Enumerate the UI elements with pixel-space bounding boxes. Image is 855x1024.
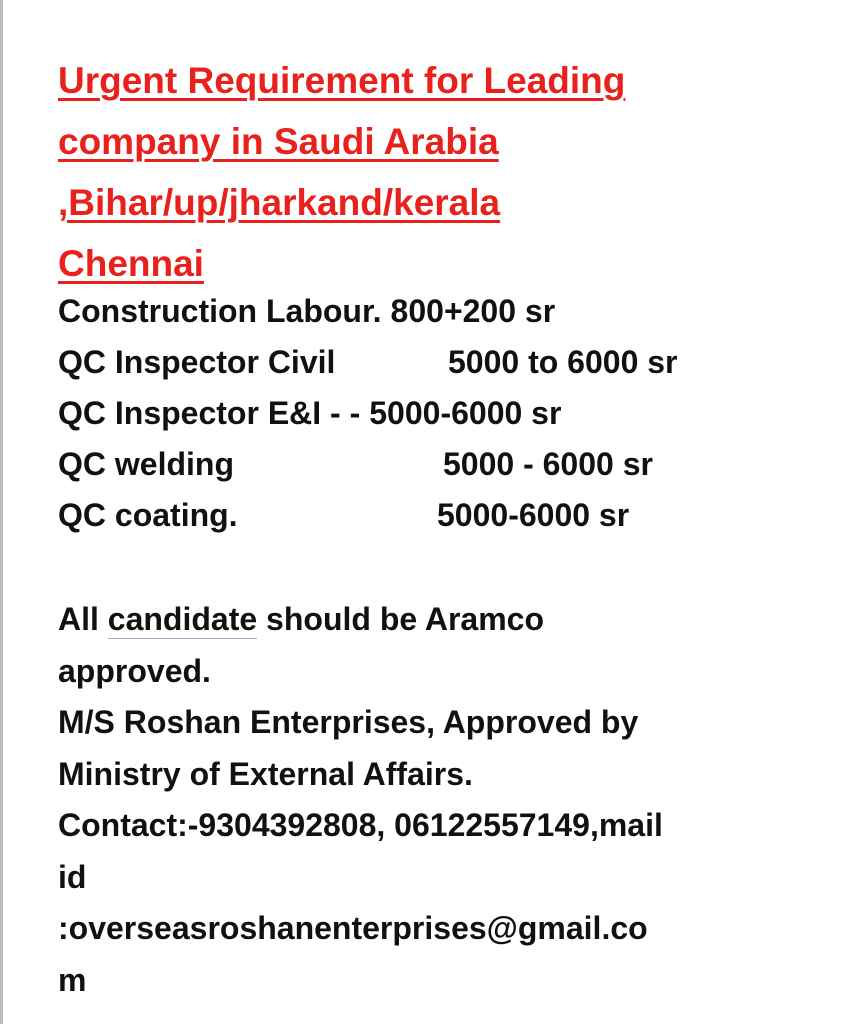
- ministry-line: Ministry of External Affairs.: [58, 755, 473, 792]
- job-title: QC welding: [58, 446, 234, 482]
- requirement-heading: [58, 50, 838, 294]
- job-title: Construction Labour.: [58, 293, 382, 329]
- job-salary: 5000-6000 sr: [369, 395, 562, 431]
- aramco-requirement-line: [58, 594, 838, 646]
- notes-section: [58, 594, 838, 1006]
- company-line: M/S Roshan Enterprises, Approved by: [58, 704, 639, 740]
- note-text: All: [58, 601, 108, 637]
- heading-line-2: company in Saudi Arabia: [58, 121, 499, 162]
- job-list: [58, 286, 838, 541]
- job-row: [58, 439, 838, 490]
- email-line-1: :overseasroshanenterprises@gmail.co: [58, 910, 648, 946]
- job-advert-document: [58, 50, 838, 1006]
- job-row: [58, 337, 838, 388]
- approved-line: approved.: [58, 652, 211, 689]
- job-salary: 5000 - 6000 sr: [443, 446, 653, 482]
- page-left-border: [0, 0, 3, 1024]
- job-row: [58, 286, 838, 337]
- email-line-2: m: [58, 961, 87, 998]
- job-row: [58, 490, 838, 541]
- candidate-word-link[interactable]: candidate: [107, 601, 258, 637]
- job-row: [58, 388, 838, 439]
- heading-line-1: Urgent Requirement for Leading: [58, 60, 626, 101]
- job-title: QC Inspector Civil: [58, 344, 336, 380]
- note-text: should be Aramco: [257, 601, 545, 637]
- job-salary: 5000-6000 sr: [437, 497, 630, 533]
- job-title: QC coating.: [58, 497, 238, 533]
- job-title: QC Inspector E&I - -: [58, 395, 361, 431]
- heading-line-3: ,Bihar/up/jharkand/kerala: [58, 182, 501, 223]
- contact-line: Contact:-9304392808, 06122557149,mail: [58, 807, 663, 843]
- heading-line-4: Chennai: [58, 243, 204, 284]
- job-salary: 5000 to 6000 sr: [448, 344, 678, 380]
- job-salary: 800+200 sr: [390, 293, 556, 329]
- mail-id-label: id: [58, 858, 87, 895]
